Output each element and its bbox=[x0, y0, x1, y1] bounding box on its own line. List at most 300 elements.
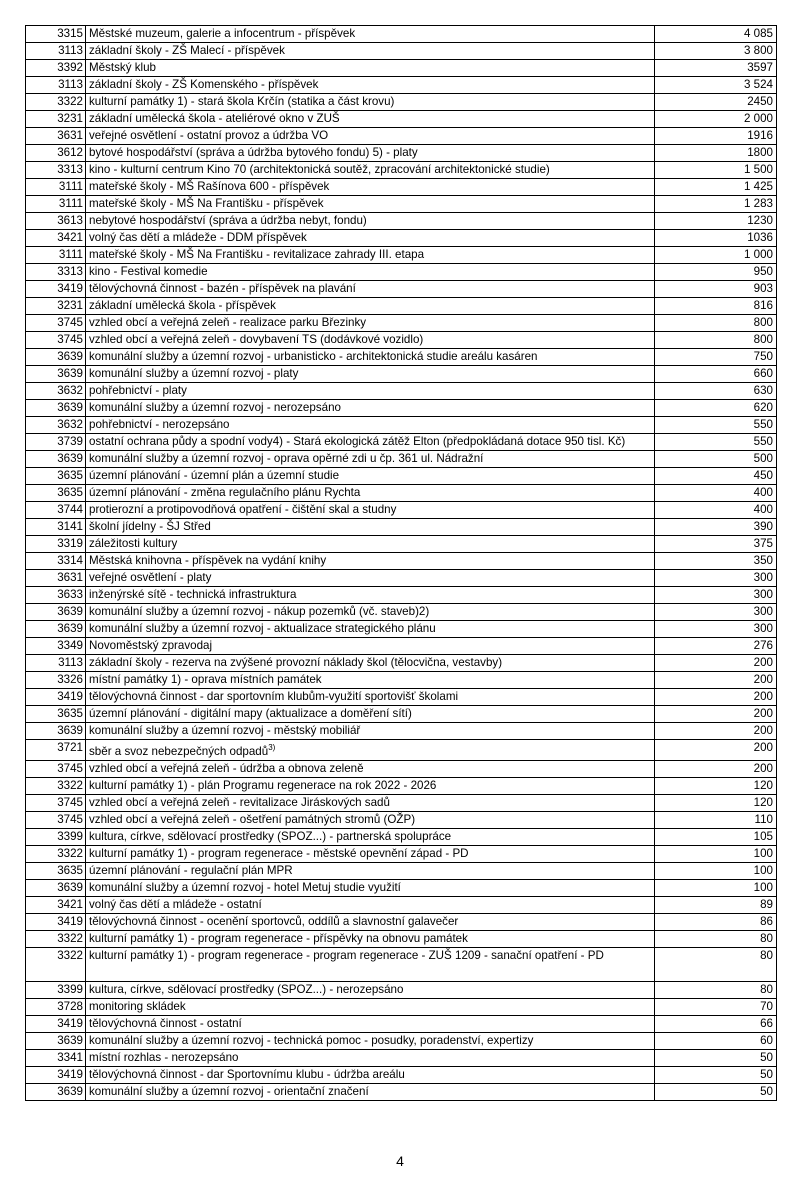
amount-cell: 1916 bbox=[655, 128, 777, 145]
table-row bbox=[26, 468, 777, 485]
paragraph-code-cell: 3313 bbox=[26, 264, 86, 281]
item-description-cell bbox=[86, 862, 655, 879]
item-description-text: vzhled obcí a veřejná zeleň - dovybavení TS (dodávkové vozidlo) bbox=[89, 333, 424, 346]
amount-cell: 100 bbox=[655, 845, 777, 862]
item-description-cell bbox=[86, 811, 655, 828]
amount-cell: 390 bbox=[655, 519, 777, 536]
item-description-cell bbox=[86, 913, 655, 930]
paragraph-code-cell: 3745 bbox=[26, 794, 86, 811]
table-row bbox=[26, 111, 777, 128]
amount-cell: 800 bbox=[655, 315, 777, 332]
item-description-cell bbox=[86, 638, 655, 655]
page-number: 4 bbox=[396, 1153, 404, 1169]
paragraph-code-cell: 3745 bbox=[26, 332, 86, 349]
paragraph-code-cell: 3639 bbox=[26, 1032, 86, 1049]
amount-cell: 100 bbox=[655, 879, 777, 896]
item-description-text: mateřské školy - MŠ Na Františku - revitalizace zahrady III. etapa bbox=[89, 248, 425, 261]
item-description-text: komunální služby a územní rozvoj - urbanisticko - architektonická studie areálu kasáren bbox=[89, 350, 538, 363]
table-row bbox=[26, 298, 777, 315]
paragraph-code-cell: 3419 bbox=[26, 281, 86, 298]
paragraph-code-cell: 3111 bbox=[26, 196, 86, 213]
amount-cell: 903 bbox=[655, 281, 777, 298]
item-description-cell bbox=[86, 247, 655, 264]
amount-cell: 60 bbox=[655, 1032, 777, 1049]
item-description-text: komunální služby a územní rozvoj - nákup pozemků (vč. staveb)2) bbox=[89, 605, 430, 618]
item-description-cell bbox=[86, 689, 655, 706]
item-description-text: komunální služby a územní rozvoj - orientační značení bbox=[89, 1084, 369, 1098]
table-row bbox=[26, 213, 777, 230]
paragraph-code-cell: 3639 bbox=[26, 621, 86, 638]
table-row bbox=[26, 485, 777, 502]
table-row bbox=[26, 638, 777, 655]
paragraph-code-cell: 3635 bbox=[26, 706, 86, 723]
amount-cell: 550 bbox=[655, 434, 777, 451]
item-description-text: ostatní ochrana půdy a spodní vody4) - Stará ekologická zátěž Elton (předpokládaná dotace 950 tisl. Kč) bbox=[89, 435, 626, 448]
table-row bbox=[26, 366, 777, 383]
item-description-cell bbox=[86, 162, 655, 179]
table-row bbox=[26, 913, 777, 930]
paragraph-code-cell: 3421 bbox=[26, 230, 86, 247]
table-row bbox=[26, 896, 777, 913]
table-row bbox=[26, 77, 777, 94]
amount-cell: 66 bbox=[655, 1015, 777, 1032]
amount-cell: 50 bbox=[655, 1066, 777, 1083]
paragraph-code-cell: 3392 bbox=[26, 60, 86, 77]
table-row bbox=[26, 655, 777, 672]
item-description-cell bbox=[86, 451, 655, 468]
item-description-cell bbox=[86, 604, 655, 621]
item-description-text: místní památky 1) - oprava místních památek bbox=[89, 673, 322, 686]
amount-cell: 86 bbox=[655, 913, 777, 930]
item-description-cell bbox=[86, 94, 655, 111]
amount-cell: 350 bbox=[655, 553, 777, 570]
paragraph-code-cell: 3631 bbox=[26, 570, 86, 587]
item-description-text: tělovýchovná činnost - bazén - příspěvek na plavání bbox=[89, 282, 356, 295]
item-description-cell bbox=[86, 485, 655, 502]
item-description-cell bbox=[86, 298, 655, 315]
amount-cell: 80 bbox=[655, 947, 777, 981]
item-description-text: tělovýchovná činnost - dar sportovním klubům-využití sportovišť školami bbox=[89, 690, 459, 703]
item-description-cell bbox=[86, 570, 655, 587]
table-row bbox=[26, 862, 777, 879]
table-row bbox=[26, 145, 777, 162]
table-row bbox=[26, 349, 777, 366]
table-row bbox=[26, 1032, 777, 1049]
amount-cell: 80 bbox=[655, 930, 777, 947]
item-description-text: protierozní a protipovodňová opatření - čištění skal a studny bbox=[89, 503, 397, 516]
item-description-cell bbox=[86, 947, 655, 981]
table-row bbox=[26, 879, 777, 896]
item-description-cell bbox=[86, 794, 655, 811]
item-description-cell bbox=[86, 43, 655, 60]
item-description-text: kino - Festival komedie bbox=[89, 265, 208, 278]
item-description-cell bbox=[86, 502, 655, 519]
item-description-cell bbox=[86, 60, 655, 77]
budget-table bbox=[25, 25, 777, 1101]
amount-cell: 500 bbox=[655, 451, 777, 468]
paragraph-code-cell: 3745 bbox=[26, 811, 86, 828]
table-row bbox=[26, 400, 777, 417]
item-description-text: vzhled obcí a veřejná zeleň - údržba a obnova zeleně bbox=[89, 761, 364, 775]
paragraph-code-cell: 3399 bbox=[26, 981, 86, 998]
item-description-cell bbox=[86, 845, 655, 862]
table-row bbox=[26, 1015, 777, 1032]
paragraph-code-cell: 3399 bbox=[26, 828, 86, 845]
table-row bbox=[26, 502, 777, 519]
item-description-cell bbox=[86, 1066, 655, 1083]
paragraph-code-cell: 3319 bbox=[26, 536, 86, 553]
paragraph-code-cell: 3744 bbox=[26, 502, 86, 519]
paragraph-code-cell: 3111 bbox=[26, 179, 86, 196]
paragraph-code-cell: 3322 bbox=[26, 845, 86, 862]
amount-cell: 400 bbox=[655, 502, 777, 519]
item-description-cell bbox=[86, 981, 655, 998]
item-description-cell bbox=[86, 519, 655, 536]
amount-cell: 3 524 bbox=[655, 77, 777, 94]
item-description-text: územní plánování - digitální mapy (aktualizace a doměření sítí) bbox=[89, 707, 412, 720]
table-row bbox=[26, 519, 777, 536]
paragraph-code-cell: 3113 bbox=[26, 655, 86, 672]
item-description-text: kulturní památky 1) - program regenerace - městské opevnění západ - PD bbox=[89, 846, 469, 860]
item-description-text: Městské muzeum, galerie a infocentrum - příspěvek bbox=[89, 27, 356, 40]
item-description-cell bbox=[86, 77, 655, 94]
paragraph-code-cell: 3639 bbox=[26, 604, 86, 621]
paragraph-code-cell: 3721 bbox=[26, 740, 86, 761]
item-description-text: inženýrské sítě - technická infrastruktura bbox=[89, 588, 297, 601]
item-description-cell bbox=[86, 740, 655, 761]
amount-cell: 3 800 bbox=[655, 43, 777, 60]
item-description-cell bbox=[86, 400, 655, 417]
paragraph-code-cell: 3635 bbox=[26, 468, 86, 485]
amount-cell: 1800 bbox=[655, 145, 777, 162]
footnote-marker: 3) bbox=[268, 743, 276, 752]
amount-cell: 550 bbox=[655, 417, 777, 434]
paragraph-code-cell: 3419 bbox=[26, 913, 86, 930]
paragraph-code-cell: 3639 bbox=[26, 400, 86, 417]
item-description-text: pohřebnictví - platy bbox=[89, 384, 187, 397]
item-description-text: územní plánování - změna regulačního plánu Rychta bbox=[89, 486, 361, 499]
item-description-text: tělovýchovná činnost - ostatní bbox=[89, 1016, 242, 1030]
paragraph-code-cell: 3639 bbox=[26, 879, 86, 896]
item-description-text: základní umělecká škola - příspěvek bbox=[89, 299, 276, 312]
item-description-text: komunální služby a územní rozvoj - městský mobiliář bbox=[89, 724, 361, 737]
amount-cell: 2 000 bbox=[655, 111, 777, 128]
amount-cell: 1 000 bbox=[655, 247, 777, 264]
paragraph-code-cell: 3632 bbox=[26, 417, 86, 434]
item-description-text: školní jídelny - ŠJ Střed bbox=[89, 520, 211, 533]
amount-cell: 630 bbox=[655, 383, 777, 400]
amount-cell: 300 bbox=[655, 621, 777, 638]
amount-cell: 660 bbox=[655, 366, 777, 383]
amount-cell: 1 283 bbox=[655, 196, 777, 213]
item-description-text: místní rozhlas - nerozepsáno bbox=[89, 1050, 239, 1064]
item-description-text: kulturní památky 1) - stará škola Krčín (statika a část krovu) bbox=[89, 95, 395, 108]
paragraph-code-cell: 3639 bbox=[26, 366, 86, 383]
item-description-cell bbox=[86, 111, 655, 128]
item-description-cell bbox=[86, 26, 655, 43]
item-description-text: pohřebnictví - nerozepsáno bbox=[89, 418, 230, 431]
item-description-cell bbox=[86, 587, 655, 604]
item-description-cell bbox=[86, 655, 655, 672]
table-row bbox=[26, 811, 777, 828]
item-description-text: vzhled obcí a veřejná zeleň - ošetření památných stromů (OŽP) bbox=[89, 812, 416, 826]
item-description-text: monitoring skládek bbox=[89, 999, 186, 1013]
table-row bbox=[26, 930, 777, 947]
item-description-text: komunální služby a územní rozvoj - platy bbox=[89, 367, 299, 380]
amount-cell: 1 425 bbox=[655, 179, 777, 196]
item-description-text: komunální služby a územní rozvoj - hotel Metuj studie využití bbox=[89, 880, 401, 894]
amount-cell: 750 bbox=[655, 349, 777, 366]
table-row bbox=[26, 672, 777, 689]
amount-cell: 105 bbox=[655, 828, 777, 845]
item-description-text: Městský klub bbox=[89, 61, 157, 74]
paragraph-code-cell: 3322 bbox=[26, 947, 86, 981]
item-description-cell bbox=[86, 998, 655, 1015]
paragraph-code-cell: 3639 bbox=[26, 349, 86, 366]
table-row bbox=[26, 587, 777, 604]
table-row bbox=[26, 247, 777, 264]
amount-cell: 80 bbox=[655, 981, 777, 998]
item-description-cell bbox=[86, 1032, 655, 1049]
table-row bbox=[26, 434, 777, 451]
item-description-cell bbox=[86, 281, 655, 298]
table-row bbox=[26, 162, 777, 179]
table-row bbox=[26, 417, 777, 434]
table-row bbox=[26, 828, 777, 845]
item-description-cell bbox=[86, 828, 655, 845]
amount-cell: 50 bbox=[655, 1083, 777, 1100]
item-description-cell bbox=[86, 417, 655, 434]
amount-cell: 400 bbox=[655, 485, 777, 502]
item-description-text: tělovýchovná činnost - ocenění sportovců, oddílů a slavnostní galavečer bbox=[89, 914, 459, 928]
table-row bbox=[26, 570, 777, 587]
item-description-cell bbox=[86, 896, 655, 913]
table-row bbox=[26, 536, 777, 553]
item-description-cell bbox=[86, 879, 655, 896]
item-description-cell bbox=[86, 1015, 655, 1032]
amount-cell: 200 bbox=[655, 723, 777, 740]
paragraph-code-cell: 3739 bbox=[26, 434, 86, 451]
item-description-text: komunální služby a územní rozvoj - nerozepsáno bbox=[89, 401, 341, 414]
item-description-text: územní plánování - regulační plán MPR bbox=[89, 863, 293, 877]
paragraph-code-cell: 3421 bbox=[26, 896, 86, 913]
paragraph-code-cell: 3639 bbox=[26, 1083, 86, 1100]
paragraph-code-cell: 3633 bbox=[26, 587, 86, 604]
item-description-cell bbox=[86, 723, 655, 740]
paragraph-code-cell: 3612 bbox=[26, 145, 86, 162]
paragraph-code-cell: 3639 bbox=[26, 723, 86, 740]
item-description-text: sběr a svoz nebezpečných odpadů bbox=[89, 744, 269, 758]
table-row bbox=[26, 981, 777, 998]
table-row bbox=[26, 604, 777, 621]
item-description-text: veřejné osvětlení - platy bbox=[89, 571, 212, 584]
item-description-text: kultura, církve, sdělovací prostředky (SPOZ...) - nerozepsáno bbox=[89, 982, 404, 996]
item-description-cell bbox=[86, 706, 655, 723]
item-description-text: komunální služby a územní rozvoj - technická pomoc - posudky, poradenství, expertizy bbox=[89, 1033, 534, 1047]
table-row bbox=[26, 26, 777, 43]
table-row bbox=[26, 621, 777, 638]
table-row bbox=[26, 998, 777, 1015]
item-description-text: veřejné osvětlení - ostatní provoz a údržba VO bbox=[89, 129, 329, 142]
table-row bbox=[26, 230, 777, 247]
paragraph-code-cell: 3315 bbox=[26, 26, 86, 43]
item-description-text: kino - kulturní centrum Kino 70 (architektonická soutěž, zpracování architektonické studie) bbox=[89, 163, 550, 176]
table-row bbox=[26, 1066, 777, 1083]
item-description-text: bytové hospodářství (správa a údržba bytového fondu) 5) - platy bbox=[89, 146, 418, 159]
paragraph-code-cell: 3231 bbox=[26, 111, 86, 128]
table-row bbox=[26, 281, 777, 298]
amount-cell: 200 bbox=[655, 760, 777, 777]
table-row bbox=[26, 794, 777, 811]
table-row bbox=[26, 723, 777, 740]
amount-cell: 950 bbox=[655, 264, 777, 281]
amount-cell: 70 bbox=[655, 998, 777, 1015]
paragraph-code-cell: 3632 bbox=[26, 383, 86, 400]
table-row bbox=[26, 845, 777, 862]
amount-cell: 1 500 bbox=[655, 162, 777, 179]
amount-cell: 450 bbox=[655, 468, 777, 485]
table-row bbox=[26, 760, 777, 777]
paragraph-code-cell: 3419 bbox=[26, 1015, 86, 1032]
paragraph-code-cell: 3349 bbox=[26, 638, 86, 655]
table-row bbox=[26, 179, 777, 196]
item-description-cell bbox=[86, 179, 655, 196]
paragraph-code-cell: 3113 bbox=[26, 43, 86, 60]
paragraph-code-cell: 3111 bbox=[26, 247, 86, 264]
table-row bbox=[26, 383, 777, 400]
amount-cell: 800 bbox=[655, 332, 777, 349]
amount-cell: 2450 bbox=[655, 94, 777, 111]
paragraph-code-cell: 3419 bbox=[26, 1066, 86, 1083]
table-row bbox=[26, 1049, 777, 1066]
paragraph-code-cell: 3635 bbox=[26, 485, 86, 502]
item-description-text: Novoměstský zpravodaj bbox=[89, 639, 213, 652]
amount-cell: 200 bbox=[655, 655, 777, 672]
item-description-cell bbox=[86, 213, 655, 230]
amount-cell: 110 bbox=[655, 811, 777, 828]
amount-cell: 200 bbox=[655, 706, 777, 723]
item-description-text: základní školy - ZŠ Malecí - příspěvek bbox=[89, 44, 285, 57]
paragraph-code-cell: 3745 bbox=[26, 315, 86, 332]
table-row bbox=[26, 315, 777, 332]
amount-cell: 816 bbox=[655, 298, 777, 315]
item-description-text: kulturní památky 1) - plán Programu regenerace na rok 2022 - 2026 bbox=[89, 778, 437, 792]
table-row bbox=[26, 264, 777, 281]
item-description-cell bbox=[86, 621, 655, 638]
item-description-cell bbox=[86, 145, 655, 162]
item-description-cell bbox=[86, 332, 655, 349]
item-description-cell bbox=[86, 553, 655, 570]
paragraph-code-cell: 3113 bbox=[26, 77, 86, 94]
budget-table-body bbox=[26, 26, 777, 1101]
amount-cell: 300 bbox=[655, 570, 777, 587]
item-description-cell bbox=[86, 349, 655, 366]
item-description-cell bbox=[86, 777, 655, 794]
paragraph-code-cell: 3635 bbox=[26, 862, 86, 879]
item-description-cell bbox=[86, 1049, 655, 1066]
table-row bbox=[26, 706, 777, 723]
paragraph-code-cell: 3141 bbox=[26, 519, 86, 536]
paragraph-code-cell: 3639 bbox=[26, 451, 86, 468]
amount-cell: 200 bbox=[655, 689, 777, 706]
item-description-text: komunální služby a územní rozvoj - aktualizace strategického plánu bbox=[89, 622, 436, 635]
paragraph-code-cell: 3419 bbox=[26, 689, 86, 706]
paragraph-code-cell: 3326 bbox=[26, 672, 86, 689]
table-row bbox=[26, 60, 777, 77]
paragraph-code-cell: 3613 bbox=[26, 213, 86, 230]
paragraph-code-cell: 3322 bbox=[26, 930, 86, 947]
paragraph-code-cell: 3314 bbox=[26, 553, 86, 570]
item-description-text: záležitosti kultury bbox=[89, 537, 178, 550]
item-description-cell bbox=[86, 230, 655, 247]
table-row bbox=[26, 128, 777, 145]
item-description-text: vzhled obcí a veřejná zeleň - revitalizace Jiráskových sadů bbox=[89, 795, 390, 809]
amount-cell: 200 bbox=[655, 740, 777, 761]
item-description-cell bbox=[86, 128, 655, 145]
item-description-cell bbox=[86, 536, 655, 553]
table-row bbox=[26, 332, 777, 349]
amount-cell: 89 bbox=[655, 896, 777, 913]
amount-cell: 100 bbox=[655, 862, 777, 879]
paragraph-code-cell: 3341 bbox=[26, 1049, 86, 1066]
item-description-cell bbox=[86, 760, 655, 777]
item-description-text: volný čas dětí a mládeže - DDM příspěvek bbox=[89, 231, 307, 244]
item-description-text: Městská knihovna - příspěvek na vydání knihy bbox=[89, 554, 327, 567]
table-row bbox=[26, 740, 777, 761]
table-row bbox=[26, 94, 777, 111]
paragraph-code-cell: 3631 bbox=[26, 128, 86, 145]
amount-cell: 120 bbox=[655, 794, 777, 811]
amount-cell: 375 bbox=[655, 536, 777, 553]
amount-cell: 620 bbox=[655, 400, 777, 417]
amount-cell: 3597 bbox=[655, 60, 777, 77]
amount-cell: 1036 bbox=[655, 230, 777, 247]
amount-cell: 4 085 bbox=[655, 26, 777, 43]
table-row bbox=[26, 553, 777, 570]
table-row bbox=[26, 947, 777, 981]
amount-cell: 300 bbox=[655, 587, 777, 604]
amount-cell: 200 bbox=[655, 672, 777, 689]
item-description-cell bbox=[86, 468, 655, 485]
item-description-text: kulturní památky 1) - program regenerace - příspěvky na obnovu památek bbox=[89, 931, 468, 945]
item-description-cell bbox=[86, 672, 655, 689]
amount-cell: 1230 bbox=[655, 213, 777, 230]
table-row bbox=[26, 196, 777, 213]
amount-cell: 300 bbox=[655, 604, 777, 621]
item-description-text: komunální služby a územní rozvoj - oprava opěrné zdi u čp. 361 ul. Nádražní bbox=[89, 452, 484, 465]
paragraph-code-cell: 3231 bbox=[26, 298, 86, 315]
table-row bbox=[26, 689, 777, 706]
item-description-cell bbox=[86, 366, 655, 383]
item-description-cell bbox=[86, 315, 655, 332]
table-row bbox=[26, 1083, 777, 1100]
item-description-text: kulturní památky 1) - program regenerace - program regenerace - ZUŠ 1209 - sanační opatření - PD bbox=[89, 948, 604, 962]
item-description-text: tělovýchovná činnost - dar Sportovnímu klubu - údržba areálu bbox=[89, 1067, 405, 1081]
paragraph-code-cell: 3728 bbox=[26, 998, 86, 1015]
item-description-cell bbox=[86, 930, 655, 947]
item-description-cell bbox=[86, 264, 655, 281]
item-description-text: základní školy - rezerva na zvýšené provozní náklady škol (tělocvična, vestavby) bbox=[89, 656, 503, 669]
item-description-text: mateřské školy - MŠ Na Františku - příspěvek bbox=[89, 197, 324, 210]
amount-cell: 50 bbox=[655, 1049, 777, 1066]
paragraph-code-cell: 3322 bbox=[26, 94, 86, 111]
item-description-text: volný čas dětí a mládeže - ostatní bbox=[89, 897, 262, 911]
item-description-text: nebytové hospodářství (správa a údržba nebyt, fondu) bbox=[89, 214, 367, 227]
item-description-text: základní školy - ZŠ Komenského - příspěvek bbox=[89, 78, 319, 91]
paragraph-code-cell: 3745 bbox=[26, 760, 86, 777]
item-description-cell bbox=[86, 196, 655, 213]
item-description-text: základní umělecká škola - ateliérové okno v ZUŠ bbox=[89, 112, 340, 125]
